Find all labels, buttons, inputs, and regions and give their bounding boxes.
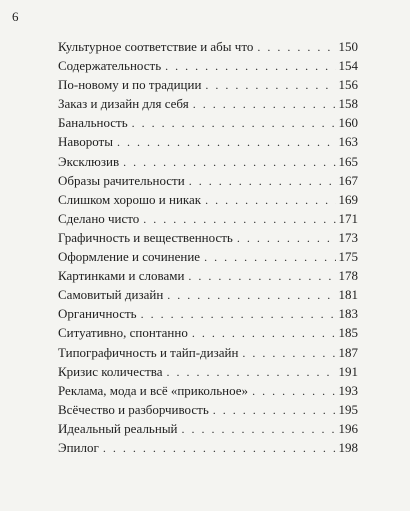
toc-entry-page: 187	[338, 344, 358, 360]
toc-dot-leader	[205, 191, 335, 210]
toc-entry[interactable]	[58, 113, 358, 132]
toc-entry[interactable]	[58, 323, 358, 342]
toc-entry-page: 181	[338, 287, 358, 303]
toc-dot-leader	[165, 57, 335, 76]
toc-dot-leader	[237, 229, 336, 248]
toc-entry[interactable]	[58, 247, 358, 266]
page-number: 6	[12, 9, 19, 24]
toc-entry-title: Банальность	[58, 115, 128, 131]
toc-entry-page: 163	[338, 134, 358, 150]
toc-entry[interactable]	[58, 343, 358, 362]
toc-entry[interactable]	[58, 266, 358, 285]
toc-entry-title: Графичность и вещественность	[58, 229, 233, 245]
toc-entry-title: Заказ и дизайн для себя	[58, 96, 189, 112]
toc-dot-leader	[205, 76, 335, 95]
toc-entry-page: 160	[338, 115, 358, 131]
toc-entry-page: 173	[338, 229, 358, 245]
toc-entry-title: Идеальный реальный	[58, 420, 178, 436]
toc-entry[interactable]	[58, 94, 358, 113]
toc-dot-leader	[192, 324, 336, 343]
toc-entry-title: Всёчество и разборчивость	[58, 401, 209, 417]
toc-entry[interactable]	[58, 304, 358, 323]
toc-entry[interactable]	[58, 400, 358, 419]
toc-entry-page: 165	[338, 153, 358, 169]
toc-entry-title: Оформление и сочинение	[58, 249, 201, 265]
toc-entry-page: 193	[338, 382, 358, 398]
toc-entry-page: 198	[338, 439, 358, 455]
toc-entry-title: Самовитый дизайн	[58, 287, 164, 303]
toc-entry-title: Образы рачительности	[58, 172, 185, 188]
toc-entry-page: 191	[338, 363, 358, 379]
toc-dot-leader	[204, 248, 335, 267]
toc-entry-title: По-новому и по традиции	[58, 77, 202, 93]
toc-dot-leader	[242, 344, 335, 363]
toc-dot-leader	[257, 38, 335, 57]
toc-entry-title: Ситуативно, спонтанно	[58, 325, 188, 341]
toc-entry-page: 196	[338, 420, 358, 436]
toc-dot-leader	[103, 439, 336, 458]
toc-entry[interactable]	[58, 209, 358, 228]
toc-entry[interactable]	[58, 56, 358, 75]
toc-entry-title: Реклама, мода и всё «прикольное»	[58, 382, 249, 398]
toc-dot-leader	[188, 267, 335, 286]
toc-entry-title: Типографичность и тайп-дизайн	[58, 344, 239, 360]
toc-entry-page: 169	[338, 191, 358, 207]
toc-entry[interactable]	[58, 228, 358, 247]
toc-dot-leader	[123, 153, 335, 172]
toc-entry-page: 195	[338, 401, 358, 417]
toc-entry-title: Навороты	[58, 134, 113, 150]
toc-entry-page: 185	[338, 325, 358, 341]
toc-dot-leader	[182, 420, 336, 439]
toc-entry-title: Слишком хорошо и никак	[58, 191, 202, 207]
toc-entry-page: 178	[338, 268, 358, 284]
toc-dot-leader	[117, 133, 336, 152]
toc-entry[interactable]	[58, 171, 358, 190]
toc-entry[interactable]	[58, 419, 358, 438]
toc-entry-page: 158	[338, 96, 358, 112]
toc-entry[interactable]	[58, 285, 358, 304]
toc-entry-page: 154	[338, 58, 358, 74]
toc-entry-title: Кризис количества	[58, 363, 163, 379]
toc-entry-page: 175	[338, 249, 358, 265]
toc-dot-leader	[213, 401, 336, 420]
toc-entry-page: 150	[338, 39, 358, 54]
toc-entry-title: Сделано чисто	[58, 210, 140, 226]
toc-entry-page: 167	[338, 172, 358, 188]
toc-entry-page: 183	[338, 306, 358, 322]
toc-entry[interactable]	[58, 190, 358, 209]
toc-dot-leader	[252, 382, 335, 401]
toc-dot-leader	[141, 305, 336, 324]
toc-entry[interactable]	[58, 438, 358, 457]
toc-entry[interactable]	[58, 152, 358, 171]
toc-dot-leader	[143, 210, 335, 229]
toc-entry-title: Органичность	[58, 306, 137, 322]
toc-entry[interactable]	[58, 132, 358, 151]
toc-entry-title: Содержательность	[58, 58, 162, 74]
toc-entry-page: 156	[338, 77, 358, 93]
toc-dot-leader	[189, 172, 336, 191]
toc-dot-leader	[193, 95, 336, 114]
toc-dot-leader	[132, 114, 336, 133]
toc-entry[interactable]	[58, 37, 358, 56]
toc-entry-title: Эксклюзив	[58, 153, 120, 169]
toc-entry[interactable]	[58, 362, 358, 381]
toc-entry-title: Культурное соответствие и абы что	[58, 39, 254, 54]
toc-entry[interactable]	[58, 381, 358, 400]
toc-entry-page: 171	[338, 210, 358, 226]
table-of-contents	[58, 37, 358, 457]
toc-entry-title: Эпилог	[58, 439, 99, 455]
toc-dot-leader	[167, 363, 336, 382]
toc-entry-title: Картинками и словами	[58, 268, 185, 284]
toc-dot-leader	[167, 286, 335, 305]
toc-entry[interactable]	[58, 75, 358, 94]
